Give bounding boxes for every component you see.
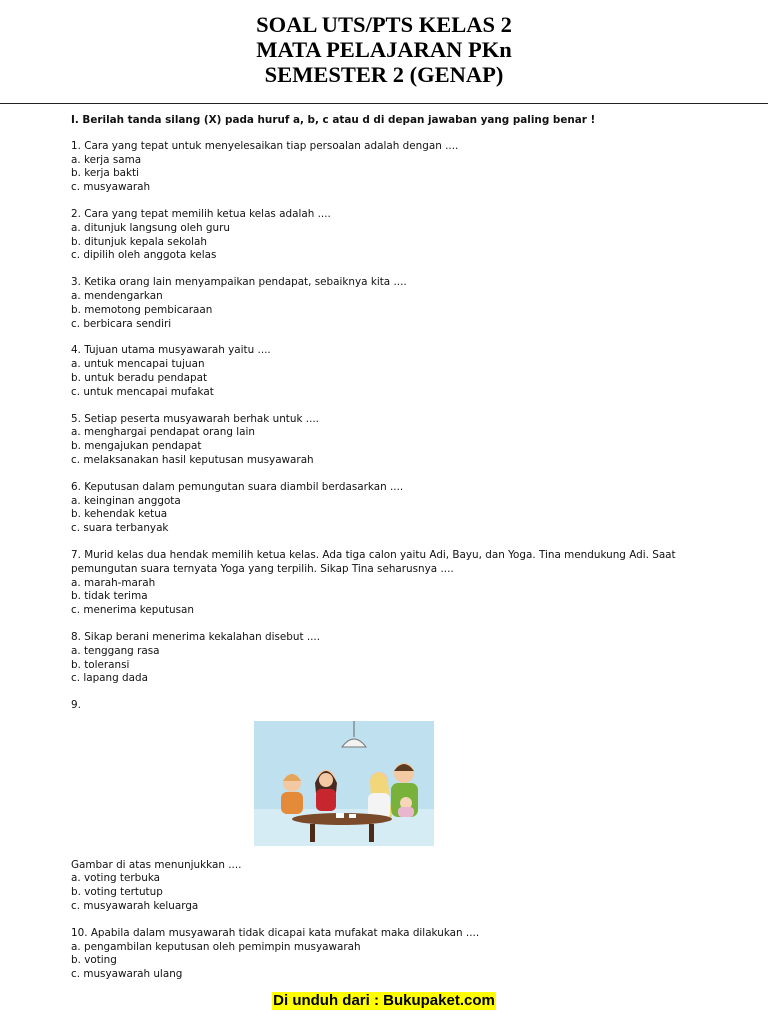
question-1 [71,140,711,195]
family-discussion-illustration [254,721,434,846]
title-line-3: SEMESTER 2 (GENAP) [264,62,504,87]
question-2 [71,208,711,263]
option-c: c. musyawarah [71,181,151,194]
option-b: b. ditunjuk kepala sekolah [71,235,207,248]
option-a: a. ditunjuk langsung oleh guru [71,221,230,234]
option-c: c. melaksanakan hasil keputusan musyawarah [71,453,314,466]
option-b: b. mengajukan pendapat [71,440,202,453]
question-stem: 8. Sikap berani menerima kekalahan disebut .... [71,630,321,643]
option-a: a. marah-marah [71,576,156,589]
question-stem: 4. Tujuan utama musyawarah yaitu .... [71,344,271,357]
option-b: b. toleransi [71,658,130,671]
option-c: c. menerima keputusan [71,604,195,617]
option-a: a. menghargai pendapat orang lain [71,426,255,439]
question-3 [71,276,711,331]
title-line-2: MATA PELAJARAN PKn [256,37,512,62]
question-6 [71,481,711,536]
option-b: b. kehendak ketua [71,508,168,521]
option-a: a. pengambilan keputusan oleh pemimpin musyawarah [71,940,361,953]
option-a: a. untuk mencapai tujuan [71,358,205,371]
question-stem: 5. Setiap peserta musyawarah berhak untuk .... [71,412,319,425]
question-9 [71,699,711,914]
question-stem: 1. Cara yang tepat untuk menyelesaikan tiap persoalan adalah dengan .... [71,139,459,152]
option-b: b. memotong pembicaraan [71,303,213,316]
option-a: a. keinginan anggota [71,494,181,507]
question-number: 9. [71,699,81,712]
option-a: a. voting terbuka [71,872,161,885]
question-stem: 10. Apabila dalam musyawarah tidak dicapai kata mufakat maka dilakukan .... [71,926,480,939]
option-a: a. kerja sama [71,153,142,166]
document-header [0,12,768,87]
question-stem: 3. Ketika orang lain menyampaikan pendapat, sebaiknya kita .... [71,276,407,289]
question-8 [71,631,711,686]
option-c: c. suara terbanyak [71,522,169,535]
option-c: c. berbicara sendiri [71,317,172,330]
footer-text: Di unduh dari : Bukupaket.com [273,992,495,1009]
option-a: a. tenggang rasa [71,644,160,657]
question-stem: Gambar di atas menunjukkan .... [71,858,242,871]
question-list [71,114,711,995]
instruction: I. Berilah tanda silang (X) pada huruf a, b, c atau d di depan jawaban yang paling benar ! [71,114,596,126]
option-c: c. dipilih oleh anggota kelas [71,249,217,262]
question-stem: 2. Cara yang tepat memilih ketua kelas adalah .... [71,207,331,220]
question-10 [71,927,711,982]
option-c: c. musyawarah keluarga [71,900,199,913]
option-c: c. lapang dada [71,672,148,685]
option-b: b. voting [71,954,117,967]
title-line-1: SOAL UTS/PTS KELAS 2 [256,12,512,37]
option-a: a. mendengarkan [71,289,163,302]
question-4 [71,344,711,399]
question-stem: 7. Murid kelas dua hendak memilih ketua kelas. Ada tiga calon yaitu Adi, Bayu, dan Yoga. Tina mendukung Adi. Saat pemungutan suara ternyata Yoga yang terpilih. Sikap Tina seharusnya .... [71,548,676,575]
option-b: b. voting tertutup [71,886,163,899]
question-7 [71,549,711,618]
option-b: b. kerja bakti [71,167,140,180]
option-c: c. untuk mencapai mufakat [71,385,214,398]
download-source-footer [0,990,768,1010]
header-divider [0,103,768,104]
option-c: c. musyawarah ulang [71,968,183,981]
question-5 [71,413,711,468]
option-b: b. tidak terima [71,590,148,603]
question-stem: 6. Keputusan dalam pemungutan suara diambil berdasarkan .... [71,480,404,493]
option-b: b. untuk beradu pendapat [71,371,208,384]
